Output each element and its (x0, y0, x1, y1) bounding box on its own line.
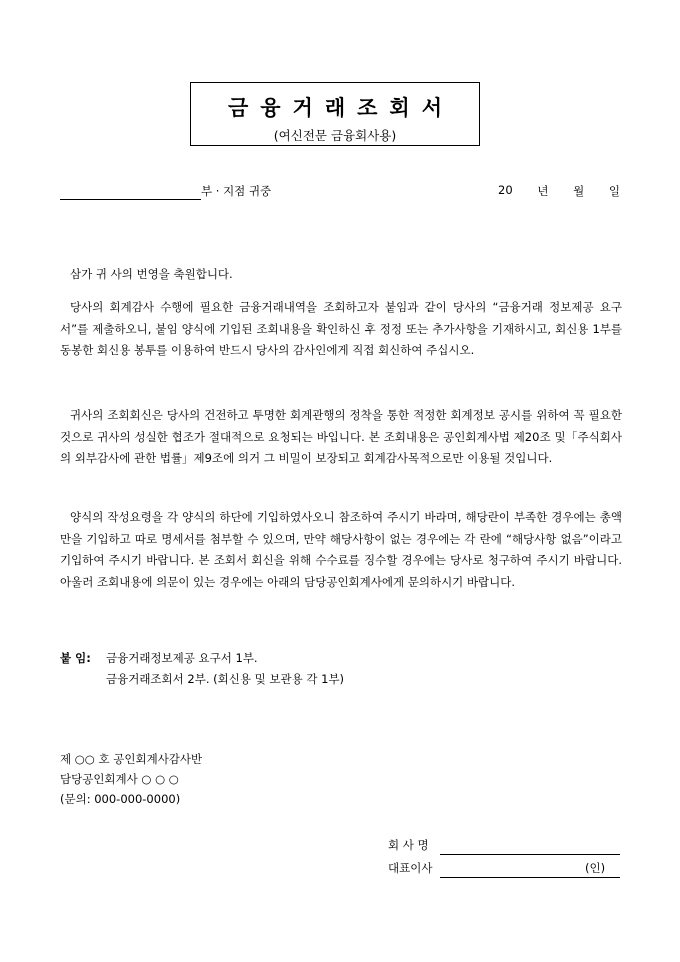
attachment-item-1: 금융거래정보제공 요구서 1부. (106, 651, 258, 665)
date-year-unit: 년 (537, 184, 549, 198)
body-paragraph-1: 당사의 회계감사 수행에 필요한 금융거래내역을 조회하고자 붙임과 같이 당사의 “금융거래 정보제공 요구서”를 제출하오니, 붙임 양식에 기입된 조회내용을 확인하신 후 정정 또는 추가사항을 기재하시고, 회신용 1부를 동봉한 회신용 봉투를 이용하여 반드시 당사의 감사인에게 직접 회신하여 주십시오. (60, 300, 622, 357)
auditor-contact: (문의: 000-000-0000) (60, 792, 181, 806)
attachment-label: 붙 임: (60, 651, 91, 665)
auditor-team: 제 ○○ 호 공인회계사감사반 (60, 752, 203, 766)
auditor-cpa: 담당공인회계사 ○ ○ ○ (60, 772, 179, 786)
date-line (498, 183, 620, 199)
body-paragraph-2: 귀사의 조회회신은 당사의 건전하고 투명한 회계관행의 정착을 통한 적정한 회계정보 공시를 위하여 꼭 필요한 것으로 귀사의 성실한 협조가 절대적으로 요청되는 바입니다. 본 조회내용은 공인회계사법 제20조 및「주식회사의 외부감사에 관한 법률」제9조에 의거 그 비밀이 보장되고 회계감사목적으로만 이용될 것입니다. (60, 408, 622, 465)
date-year-prefix: 20 (498, 183, 513, 197)
date-month-unit: 월 (573, 184, 585, 198)
ceo-line[interactable] (440, 877, 620, 878)
company-name-line[interactable] (440, 854, 620, 855)
body-paragraph-3: 양식의 작성요령을 각 양식의 하단에 기입하였사오니 참조하여 주시기 바라며, 해당란이 부족한 경우에는 총액만을 기입하고 따로 명세서를 첨부할 수 있으며, 만약 해당사항이 없는 경우에는 각 란에 “해당사항 없음”이라고 기입하여 주시기 바랍니다. 본 조회서 회신을 위해 수수료를 징수할 경우에는 당사로 청구하여 주시기 바랍니다. 아울러 조회내용에 의문이 있는 경우에는 아래의 담당공인회계사에게 문의하시기 바랍니다. (60, 510, 622, 589)
attachment-item-2: 금융거래조회서 2부. (회신용 및 보관용 각 1부) (106, 672, 345, 686)
greeting: 삼가 귀 사의 번영을 축원합니다. (70, 267, 233, 281)
company-name-label: 회 사 명 (388, 838, 429, 852)
document-title: 금융거래조회서 (227, 96, 454, 120)
seal-mark: (인) (585, 861, 606, 875)
date-day-unit: 일 (608, 184, 620, 198)
recipient-blank-line[interactable] (60, 199, 201, 200)
ceo-label: 대표이사 (388, 861, 433, 875)
title-box (190, 82, 480, 146)
recipient-suffix: 부 · 지점 귀중 (201, 184, 272, 198)
document-subtitle: (여신전문 금융회사용) (273, 128, 397, 143)
